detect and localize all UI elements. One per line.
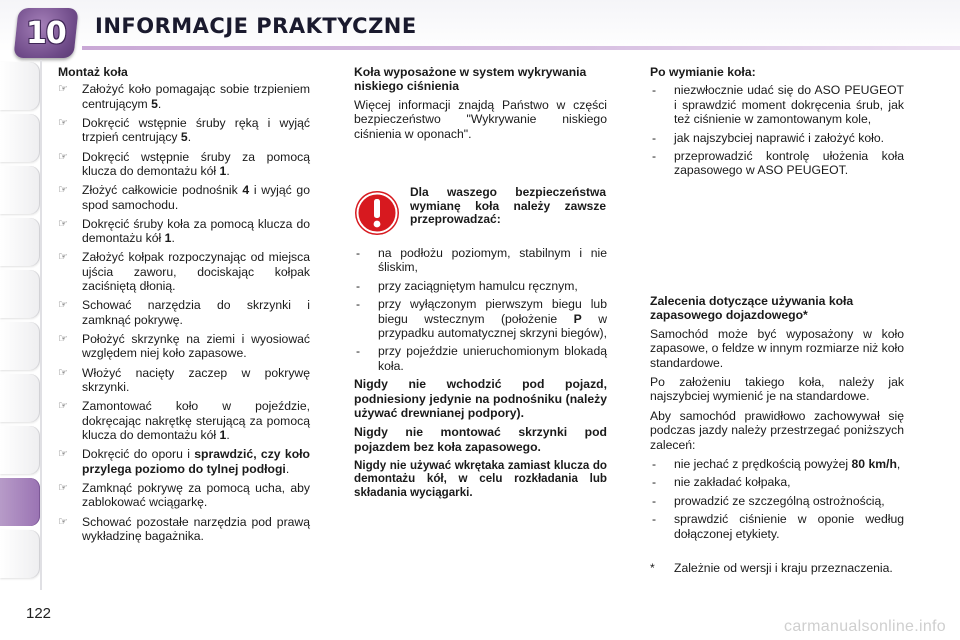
- side-tab-3[interactable]: [0, 166, 40, 214]
- mounting-step: [58, 183, 310, 212]
- mounting-step: [58, 250, 310, 293]
- mounting-step-after: .: [157, 96, 162, 111]
- side-tab-2[interactable]: [0, 114, 40, 162]
- pointing-hand-icon: ☞: [58, 251, 68, 264]
- pointing-hand-icon: ☞: [58, 299, 68, 312]
- safety-condition-text: na podłożu poziomym, stabilnym i nie śliskim,: [378, 246, 607, 275]
- mounting-step-text: Schować pozostałe narzędzia pod prawą wykładzinę bagażnika.: [82, 514, 310, 543]
- spare-rule: [650, 512, 904, 541]
- safety-warning: Nigdy nie montować skrzynki pod pojazdem bez koła zapasowego.: [354, 425, 607, 454]
- dash-marker: -: [356, 278, 361, 293]
- pointing-hand-icon: ☞: [58, 217, 68, 230]
- after-change-item: [650, 149, 904, 178]
- dash-marker: -: [652, 83, 657, 98]
- mounting-step-bold: 1: [219, 164, 227, 179]
- side-tab-1[interactable]: [0, 62, 40, 110]
- mounting-step-text: Położyć skrzynkę na ziemi i wyosiować względem niej koło zapasowe.: [82, 332, 310, 361]
- mounting-step: [58, 116, 310, 145]
- pointing-hand-icon: ☞: [58, 333, 68, 346]
- tpms-intro: Więcej informacji znajdą Państwo w części bezpieczeństwo "Wykrywanie niskiego ciśnienia w oponach".: [354, 97, 607, 141]
- dash-marker: -: [652, 130, 657, 145]
- dash-marker: -: [652, 475, 657, 490]
- mounting-step-bold: sprawdzić, czy koło przylega poziomo do tylnej podłogi: [82, 447, 310, 476]
- after-change-text: przeprowadzić kontrolę ułożenia koła zapasowego w ASO PEUGEOT.: [674, 149, 904, 178]
- side-tab-11[interactable]: [0, 530, 40, 578]
- side-divider: [40, 60, 42, 590]
- mounting-step-after: i wyjąć go spod samochodu.: [82, 183, 310, 212]
- spare-rule-text: nie zakładać kołpaka,: [674, 475, 791, 490]
- spare-wheel-heading: Zalecenia dotyczące używania koła zapasowego dojazdowego*: [650, 294, 854, 323]
- footnote-mark: *: [650, 561, 655, 576]
- footnote-text: Zależnie od wersji i kraju przeznaczenia.: [674, 561, 893, 576]
- safety-conditions-list: [354, 246, 607, 373]
- mounting-step-text: Dokręcić do oporu i: [82, 447, 195, 462]
- watermark: carmanualsonline.info: [784, 618, 946, 635]
- safety-warnings: [354, 377, 607, 499]
- warning-text: Dla waszego bezpieczeństwa wymianę koła należy zawsze przeprowadzać:: [410, 185, 606, 227]
- mounting-step: [58, 447, 310, 476]
- pointing-hand-icon: ☞: [58, 400, 68, 413]
- spare-rule-bold: 80 km/h: [851, 457, 897, 472]
- safety-warning: Nigdy nie używać wkrętaka zamiast klucza do demontażu kół, w celu rozkładania lub składania wyciągarki.: [354, 459, 607, 499]
- mounting-step-after: .: [187, 130, 192, 145]
- mounting-step-text: Założyć koło pomagając sobie trzpieniem centrującym: [82, 82, 310, 111]
- dash-marker: -: [356, 246, 361, 260]
- mounting-step-bold: 4: [242, 183, 250, 198]
- side-tab-6[interactable]: [0, 322, 40, 370]
- mounting-step-text: Dokręcić wstępnie śruby ręką i wyjąć trzpień centrujący: [82, 116, 310, 145]
- after-change-text: niezwłocznie udać się do ASO PEUGEOT i sprawdzić moment dokręcenia śrub, jak też ciśnienie w zamontowanym kole,: [674, 83, 904, 127]
- spare-rule-after: ,: [896, 457, 901, 472]
- pointing-hand-icon: ☞: [58, 184, 68, 197]
- dash-marker: -: [652, 512, 657, 527]
- dash-marker: -: [356, 297, 361, 312]
- mounting-step-after: .: [285, 461, 290, 476]
- pointing-hand-icon: ☞: [58, 150, 68, 163]
- after-change-text: jak najszybciej naprawić i założyć koło.: [674, 130, 884, 145]
- mounting-step-text: Zamknąć pokrywę za pomocą ucha, aby zablokować wciągarkę.: [82, 480, 310, 510]
- spare-rule: [650, 494, 904, 508]
- mounting-step-after: .: [171, 231, 175, 246]
- side-tab-5[interactable]: [0, 270, 40, 318]
- spare-rule: [650, 457, 904, 471]
- mounting-step-text: Złożyć całkowicie podnośnik: [82, 183, 243, 198]
- mounting-step-text: Schować narzędzia do skrzynki i zamknąć pokrywę.: [82, 298, 310, 327]
- dash-marker: -: [652, 457, 657, 472]
- pointing-hand-icon: ☞: [58, 366, 68, 379]
- mounting-step: [58, 332, 310, 361]
- dash-marker: -: [652, 493, 657, 508]
- safety-condition: [354, 344, 607, 373]
- mounting-step: [58, 82, 310, 111]
- spare-para-2: Po założeniu takiego koła, należy jak najszybciej wymienić je na standardowe.: [650, 375, 904, 404]
- side-tab-10-active[interactable]: [0, 478, 40, 526]
- mounting-step-bold: 5: [151, 96, 158, 111]
- safety-warning: Nigdy nie wchodzić pod pojazd, podniesiony jedynie na podnośniku (należy używać drewnianej podpory).: [354, 377, 607, 421]
- column-3-lower: [650, 294, 904, 576]
- chapter-number: 10: [26, 15, 66, 51]
- mounting-step: [58, 150, 310, 179]
- pointing-hand-icon: ☞: [58, 515, 68, 528]
- after-change-list: [650, 83, 904, 177]
- safety-condition-text: przy pojeździe unieruchomionym blokadą koła.: [378, 344, 607, 373]
- side-tab-4[interactable]: [0, 218, 40, 266]
- safety-condition-text: przy wyłączonym pierwszym biegu lub biegu wstecznym (położenie: [378, 297, 607, 326]
- mounting-step: [58, 366, 310, 395]
- footnote: [650, 561, 904, 575]
- mounting-step-after: .: [226, 164, 230, 179]
- spare-rule-text: nie jechać z prędkością powyżej: [674, 457, 852, 472]
- after-change-heading: Po wymianie koła:: [650, 65, 756, 79]
- dash-marker: -: [652, 149, 657, 164]
- safety-condition: [354, 246, 607, 275]
- spare-rule: [650, 475, 904, 489]
- page-title: INFORMACJE PRAKTYCZNE: [95, 14, 417, 38]
- mounting-step: [58, 481, 310, 510]
- mounting-step: [58, 298, 310, 327]
- column-2: [354, 65, 607, 146]
- mounting-step-text: Zamontować koło w pojeździe, dokręcając nakrętkę sterującą za pomocą klucza do demontażu kół: [82, 399, 310, 443]
- mounting-step-text: Włożyć nacięty zaczep w pokrywę skrzynki.: [82, 365, 310, 395]
- pointing-hand-icon: ☞: [58, 117, 68, 130]
- safety-condition-bold: P: [573, 311, 582, 326]
- spare-rule-text: prowadzić ze szczególną ostrożnością,: [674, 493, 885, 508]
- pointing-hand-icon: ☞: [58, 481, 68, 494]
- exclamation-warning-icon: [354, 190, 400, 236]
- column-1: [58, 65, 310, 548]
- safety-condition: [354, 297, 607, 340]
- pointing-hand-icon: ☞: [58, 448, 68, 461]
- safety-condition: [354, 279, 607, 293]
- mounting-step-text: Dokręcić wstępnie śruby za pomocą klucza do demontażu kół: [82, 149, 310, 179]
- header-underline: [82, 46, 960, 50]
- mounting-step-bold: 1: [164, 231, 172, 246]
- side-tab-7[interactable]: [0, 374, 40, 422]
- mounting-step-text: Dokręcić śruby koła za pomocą klucza do demontażu kół: [82, 216, 310, 246]
- mounting-steps-list: [58, 82, 310, 543]
- after-change-item: [650, 131, 904, 145]
- spare-para-3: Aby samochód prawidłowo zachowywał się podczas jazdy należy przestrzegać poniższych zaleceń:: [650, 408, 904, 452]
- spare-para-1: Samochód może być wyposażony w koło zapasowe, o feldze w innym rozmiarze niż koło standardowe.: [650, 326, 905, 370]
- mounting-step-text: Założyć kołpak rozpoczynając od miejsca ujścia zaworu, dociskając kołpak zaciśniętą dłonią.: [82, 250, 310, 294]
- page-number: 122: [26, 605, 52, 622]
- after-change-item: [650, 83, 904, 126]
- spare-rule-text: sprawdzić ciśnienie w oponie według dołączonej etykiety.: [674, 512, 904, 541]
- mounting-step: [58, 515, 310, 544]
- mounting-step-bold: 1: [219, 428, 227, 443]
- mounting-heading: Montaż koła: [58, 65, 128, 79]
- side-tab-8[interactable]: [0, 426, 40, 474]
- dash-marker: -: [356, 344, 361, 359]
- mounting-step: [58, 217, 310, 246]
- mounting-step-bold: 5: [180, 130, 188, 145]
- safety-condition-text: przy zaciągniętym hamulcu ręcznym,: [378, 278, 578, 293]
- safety-condition-after: w przypadku automatycznej skrzyni biegów),: [378, 311, 607, 341]
- spare-rules-list: [650, 457, 904, 541]
- column-2-lower: [354, 246, 607, 499]
- pointing-hand-icon: ☞: [58, 83, 68, 96]
- chapter-badge: [13, 8, 78, 58]
- mounting-step: [58, 399, 310, 442]
- mounting-step-after: .: [226, 428, 230, 443]
- tpms-heading: Koła wyposażone w system wykrywania niskiego ciśnienia: [354, 65, 587, 94]
- column-3: [650, 65, 904, 182]
